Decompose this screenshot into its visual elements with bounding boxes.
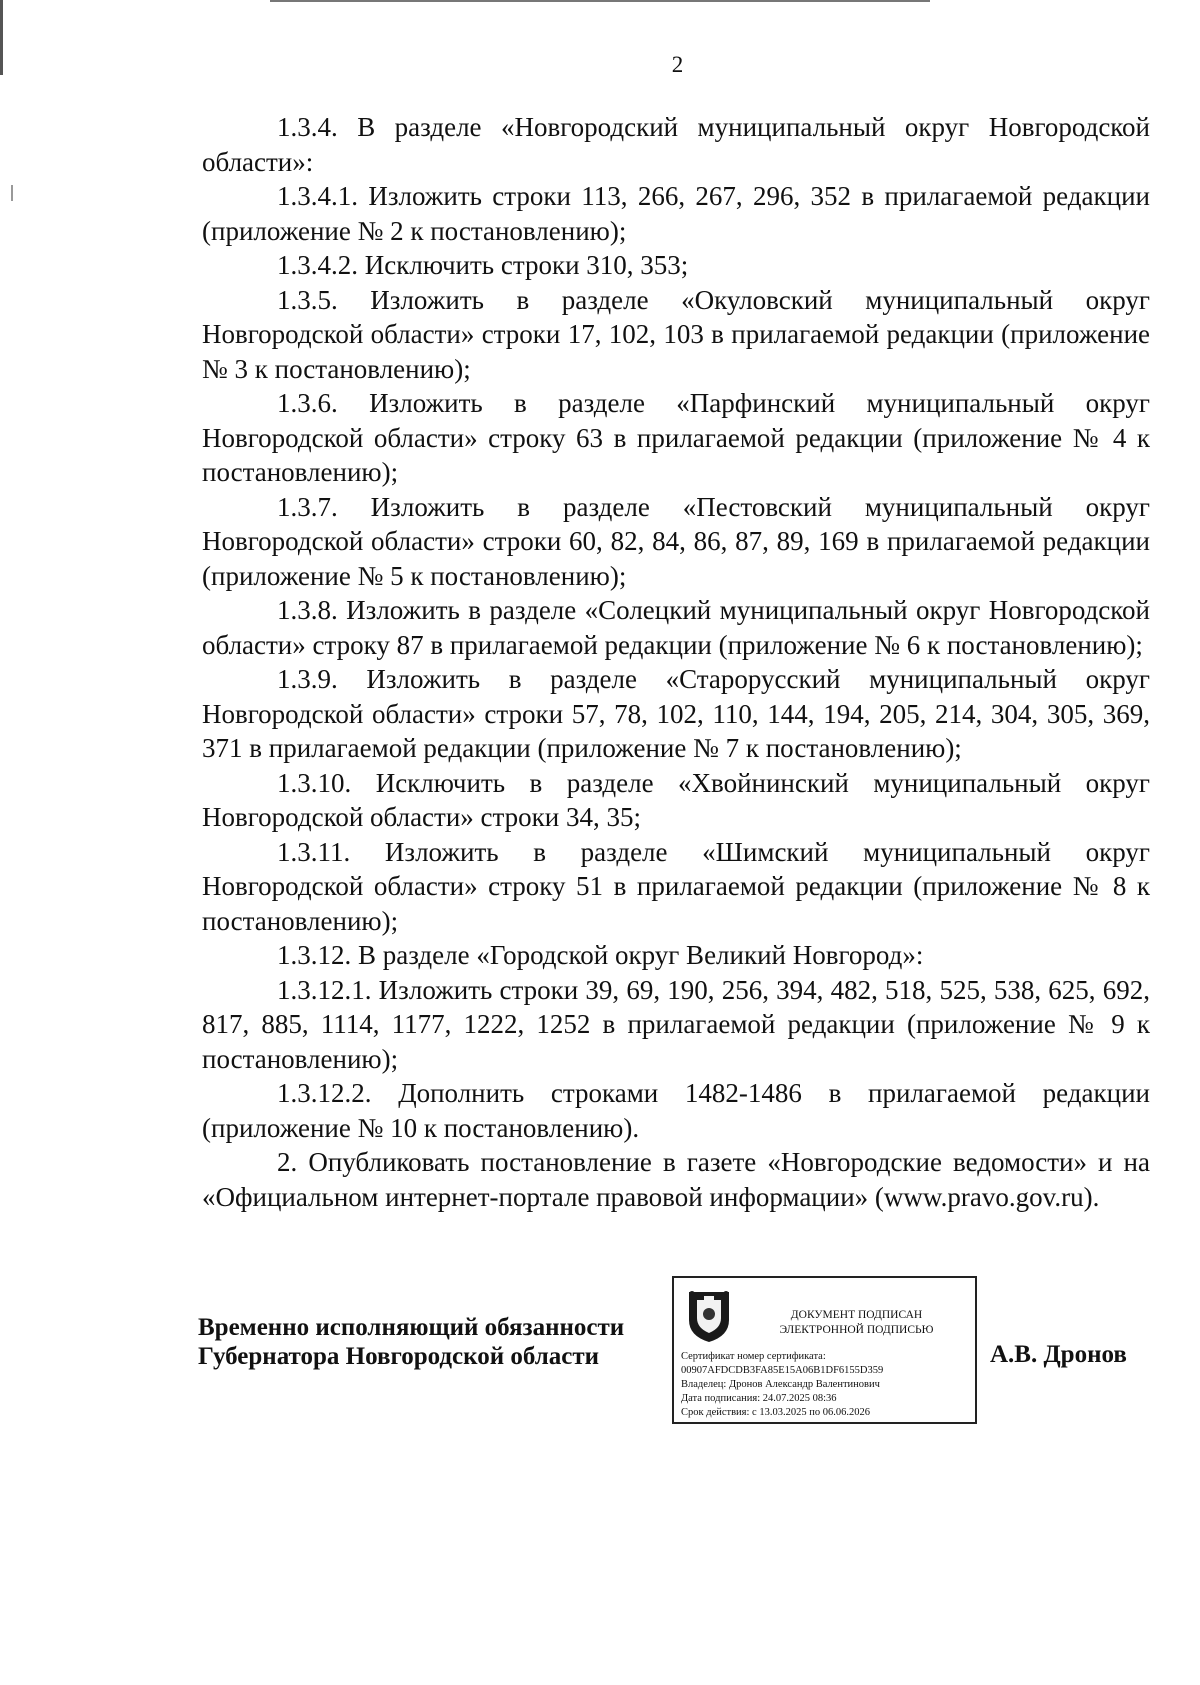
paragraph: 1.3.9. Изложить в разделе «Старорусский муниципальный округ Новгородской области» строки 57, 78, 102, 110, 144, 194, 205, 214, 304, 305, 369, 371 в прилагаемой редакции (приложение № 7 к постановлению); [202,664,1150,763]
paragraph: 1.3.11. Изложить в разделе «Шимский муниципальный округ Новгородской области» строку 51 в прилагаемой редакции (приложение № 8 к постановлению); [202,836,1150,936]
paragraph: 1.3.12.2. Дополнить строками 1482-1486 в прилагаемой редакции (приложение № 10 к постановлению). [202,1078,1150,1143]
paragraph: 1.3.5. Изложить в разделе «Окуловский муниципальный округ Новгородской области» строки 17, 102, 103 в прилагаемой редакции (приложение № 3 к постановлению); [202,284,1150,384]
paragraph: 1.3.4.2. Исключить строки 310, 353; [277,250,689,280]
scan-margin-mark [11,185,13,201]
stamp-owner: Владелец: Дронов Александр Валентинович [681,1379,880,1390]
paragraph: 1.3.8. Изложить в разделе «Солецкий муниципальный округ Новгородской области» строку 87 в прилагаемой редакции (приложение № 6 к постановлению); [202,595,1150,660]
electronic-signature-stamp [672,1276,977,1424]
signatory-position [198,1313,624,1371]
coat-of-arms-icon [684,1286,734,1344]
scan-edge-line [270,0,930,2]
paragraph: 1.3.12.1. Изложить строки 39, 69, 190, 256, 394, 482, 518, 525, 538, 625, 692, 817, 885, 1114, 1177, 1222, 1252 в прилагаемой редакции (приложение № 9 к постановлению); [202,974,1150,1074]
stamp-sign-date: Дата подписания: 24.07.2025 08:36 [681,1393,837,1404]
paragraph: 1.3.6. Изложить в разделе «Парфинский муниципальный округ Новгородской области» строку 63 в прилагаемой редакции (приложение № 4 к постановлению); [202,388,1150,487]
stamp-details [681,1350,976,1420]
stamp-cert-number: 00907AFDCDB3FA85E15A06B1DF6155D359 [681,1365,884,1376]
document-body [202,110,1150,1214]
stamp-validity: Срок действия: с 13.03.2025 по 06.06.2026 [681,1407,870,1418]
paragraph: 1.3.12. В разделе «Городской округ Великий Новгород»: [277,940,924,970]
signatory-position-line: Временно исполняющий обязанности [198,1314,625,1341]
paragraph: 2. Опубликовать постановление в газете «Новгородские ведомости» и на «Официальном интернет-портале правовой информации» (www.pravo.gov.ru). [202,1147,1150,1212]
page-number: 2 [671,52,684,77]
signatory-name: А.В. Дронов [990,1341,1127,1368]
stamp-title [744,1308,969,1338]
paragraph: 1.3.7. Изложить в разделе «Пестовский муниципальный округ Новгородской области» строки 60, 82, 84, 86, 87, 89, 169 в прилагаемой редакции (приложение № 5 к постановлению); [202,491,1150,591]
stamp-title-line: ДОКУМЕНТ ПОДПИСАН [790,1309,923,1321]
paragraph: 1.3.10. Исключить в разделе «Хвойнинский муниципальный округ Новгородской области» строки 34, 35; [202,767,1150,832]
paragraph: 1.3.4. В разделе «Новгородский муниципальный округ Новгородской области»: [202,112,1150,177]
stamp-title-line: ЭЛЕКТРОННОЙ ПОДПИСЬЮ [779,1324,934,1336]
paragraph: 1.3.4.1. Изложить строки 113, 266, 267, 296, 352 в прилагаемой редакции (приложение № 2 к постановлению); [202,181,1150,246]
signatory-position-line: Губернатора Новгородской области [198,1343,600,1370]
stamp-cert-label: Сертификат номер сертификата: [681,1351,826,1362]
